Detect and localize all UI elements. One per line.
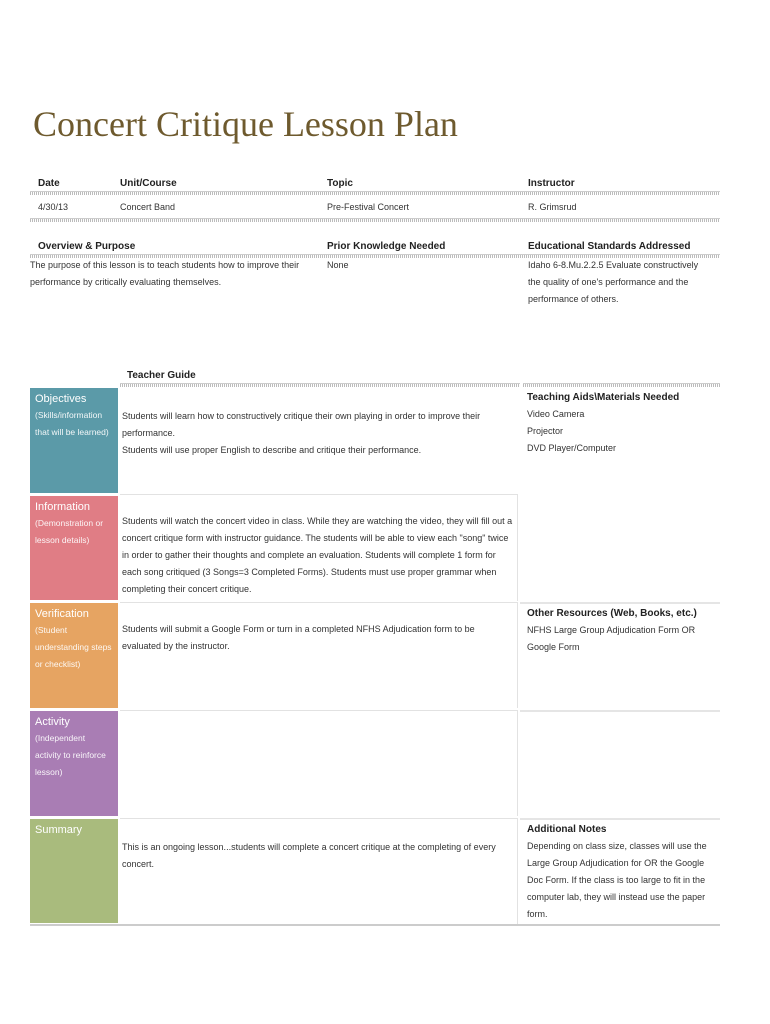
additional-notes-text: Depending on class size, classes will use the Large Group Adjudication for OR the Google Doc Form. If the class is too large to fit in the computer lab, they will instead use the paper form. [527, 841, 707, 919]
other-resources-text: NFHS Large Group Adjudication Form OR Google Form [527, 625, 696, 652]
topic-value: Pre-Festival Concert [327, 202, 410, 212]
verification-title: Verification [35, 608, 89, 620]
activity-title: Activity [35, 716, 70, 728]
prior-knowledge-label: Prior Knowledge Needed [327, 241, 446, 252]
instructor-value: R. Grimsrud [528, 202, 577, 212]
teaching-aids-list [527, 406, 722, 457]
verification-subtitle: (Student understanding steps or checklist) [35, 625, 112, 669]
summary-title: Summary [35, 824, 83, 836]
unit-label: Unit/Course [120, 178, 177, 189]
divider [523, 383, 720, 387]
divider [520, 602, 720, 604]
divider [120, 383, 520, 387]
objectives-block [30, 388, 118, 493]
page-title: Concert Critique Lesson Plan [33, 104, 458, 144]
information-subtitle: (Demonstration or lesson details) [35, 518, 104, 545]
information-title: Information [35, 501, 91, 513]
overview-text: The purpose of this lesson is to teach students how to improve their performance by critically evaluating themselves. [30, 260, 300, 287]
teaching-aids-label: Teaching Aids\Materials Needed [527, 392, 680, 403]
information-block [30, 496, 118, 600]
activity-block [30, 711, 118, 816]
summary-content: This is an ongoing lesson...students will complete a concert critique at the completing of every concert. [120, 818, 518, 924]
verification-block [30, 603, 118, 708]
topic-label: Topic [327, 178, 353, 189]
information-content: Students will watch the concert video in class. While they are watching the video, they will fill out a concert critique form with instructor guidance. The students will be able to view each "song" twice in order to gather their thoughts and complete an evaluation. Students will complete 1 form for each song critiqued (3 Songs=3 Completed Forms). Students must use proper grammar when completing their concert critique. [120, 494, 518, 601]
objectives-content [120, 404, 518, 463]
other-resources-label: Other Resources (Web, Books, etc.) [527, 608, 697, 619]
list-item: DVD Player/Computer [527, 443, 617, 453]
prior-knowledge-text: None [327, 260, 349, 270]
divider [520, 710, 720, 712]
summary-block [30, 819, 118, 923]
instructor-label: Instructor [528, 178, 575, 189]
objectives-line-2: Students will use proper English to describe and critique their performance. [122, 445, 422, 455]
divider [30, 218, 720, 222]
list-item: Projector [527, 426, 564, 436]
activity-subtitle: (Independent activity to reinforce lesson) [35, 733, 106, 777]
overview-label: Overview & Purpose [38, 241, 136, 252]
teacher-guide-label: Teacher Guide [127, 370, 196, 381]
date-value: 4/30/13 [38, 202, 69, 212]
objectives-subtitle: (Skills/information that will be learned) [35, 410, 109, 437]
unit-value: Concert Band [120, 202, 176, 212]
objectives-title: Objectives [35, 393, 87, 405]
divider [520, 818, 720, 820]
list-item: Video Camera [527, 409, 585, 419]
additional-notes-label: Additional Notes [527, 824, 607, 835]
verification-content: Students will submit a Google Form or turn in a completed NFHS Adjudication form to be evaluated by the instructor. [120, 602, 518, 708]
bottom-border [30, 924, 720, 926]
divider [30, 191, 720, 195]
date-label: Date [38, 178, 60, 189]
standards-text: Idaho 6-8.Mu.2.2.5 Evaluate constructively the quality of one's performance and the performance of others. [528, 260, 699, 304]
activity-content [120, 710, 518, 816]
objectives-line-1: Students will learn how to constructively critique their own playing in order to improve their performance. [122, 411, 481, 438]
standards-label: Educational Standards Addressed [528, 241, 691, 252]
